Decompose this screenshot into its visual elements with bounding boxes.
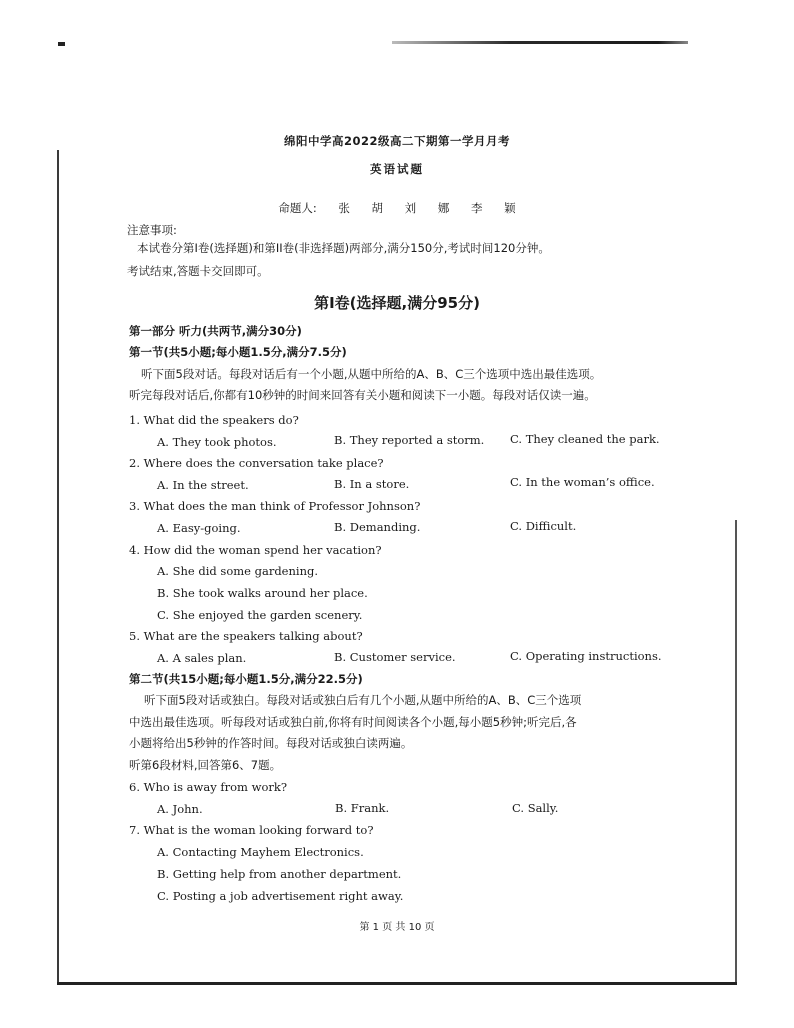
section-1-title: 第一节(共5小题;每小题1.5分,满分7.5分) xyxy=(129,345,347,359)
q3-option-b: B. Demanding. xyxy=(334,520,421,534)
q5-option-a: A. A sales plan. xyxy=(157,651,247,665)
section-2-intro-3: 小题将给出5秒钟的作答时间。每段对话或独白读两遍。 xyxy=(129,736,413,750)
q1-option-a: A. They took photos. xyxy=(157,435,277,449)
scan-edge-bottom xyxy=(57,982,737,985)
material-6-instruction: 听第6段材料,回答第6、7题。 xyxy=(129,758,282,772)
q4-stem: 4. How did the woman spend her vacation? xyxy=(129,543,382,557)
q7-option-a: A. Contacting Mayhem Electronics. xyxy=(157,845,364,859)
scan-edge-line xyxy=(392,41,688,44)
volume-1-title: 第I卷(选择题,满分95分) xyxy=(314,294,480,312)
scan-edge-right xyxy=(735,520,737,985)
q2-option-b: B. In a store. xyxy=(334,477,410,491)
q1-stem: 1. What did the speakers do? xyxy=(129,413,299,427)
q7-option-b: B. Getting help from another department. xyxy=(157,867,402,881)
section-2-title: 第二节(共15小题;每小题1.5分,满分22.5分) xyxy=(129,672,363,686)
page-footer: 第 1 页 共 10 页 xyxy=(359,922,435,933)
q7-stem: 7. What is the woman looking forward to? xyxy=(129,823,374,837)
part-1-title: 第一部分 听力(共两节,满分30分) xyxy=(129,324,302,338)
q4-option-c: C. She enjoyed the garden scenery. xyxy=(157,608,363,622)
section-1-intro-2: 听完每段对话后,你都有10秒钟的时间来回答有关小题和阅读下一小题。每段对话仅读一遍。 xyxy=(129,388,596,402)
scan-edge-left xyxy=(57,150,59,985)
q7-option-c: C. Posting a job advertisement right away. xyxy=(157,889,404,903)
q1-option-b: B. They reported a storm. xyxy=(334,433,485,447)
q4-option-b: B. She took walks around her place. xyxy=(157,586,368,600)
q6-stem: 6. Who is away from work? xyxy=(129,780,288,794)
exam-title: 绵阳中学高2022级高二下期第一学月月考 xyxy=(283,134,510,148)
section-1-intro-1: 听下面5段对话。每段对话后有一个小题,从题中所给的A、B、C三个选项中选出最佳选项。 xyxy=(141,367,602,381)
q3-stem: 3. What does the man think of Professor Johnson? xyxy=(129,499,421,513)
q5-stem: 5. What are the speakers talking about? xyxy=(129,629,363,643)
q2-option-a: A. In the street. xyxy=(157,478,249,492)
q5-option-b: B. Customer service. xyxy=(334,650,456,664)
q3-option-c: C. Difficult. xyxy=(510,519,577,533)
q5-option-c: C. Operating instructions. xyxy=(510,649,662,663)
notice-label: 注意事项: xyxy=(127,223,177,237)
section-2-intro-2: 中选出最佳选项。听每段对话或独白前,你将有时间阅读各个小题,每小题5秒钟;听完后,各 xyxy=(129,715,577,729)
exam-authors: 命题人: 张 胡 刘 娜 李 颖 xyxy=(278,201,516,215)
q6-option-a: A. John. xyxy=(157,802,203,816)
q1-option-c: C. They cleaned the park. xyxy=(510,432,660,446)
q4-option-a: A. She did some gardening. xyxy=(157,564,318,578)
q6-option-b: B. Frank. xyxy=(335,801,390,815)
q3-option-a: A. Easy-going. xyxy=(157,521,241,535)
exam-subject: 英语试题 xyxy=(370,162,424,176)
scan-mark xyxy=(58,42,65,46)
q2-option-c: C. In the woman’s office. xyxy=(510,475,655,489)
section-2-intro-1: 听下面5段对话或独白。每段对话或独白后有几个小题,从题中所给的A、B、C三个选项 xyxy=(144,693,582,707)
notice-line-2: 考试结束,答题卡交回即可。 xyxy=(127,264,269,278)
q2-stem: 2. Where does the conversation take place? xyxy=(129,456,384,470)
q6-option-c: C. Sally. xyxy=(512,801,559,815)
notice-line-1: 本试卷分第I卷(选择题)和第II卷(非选择题)两部分,满分150分,考试时间120分钟。 xyxy=(137,241,550,255)
